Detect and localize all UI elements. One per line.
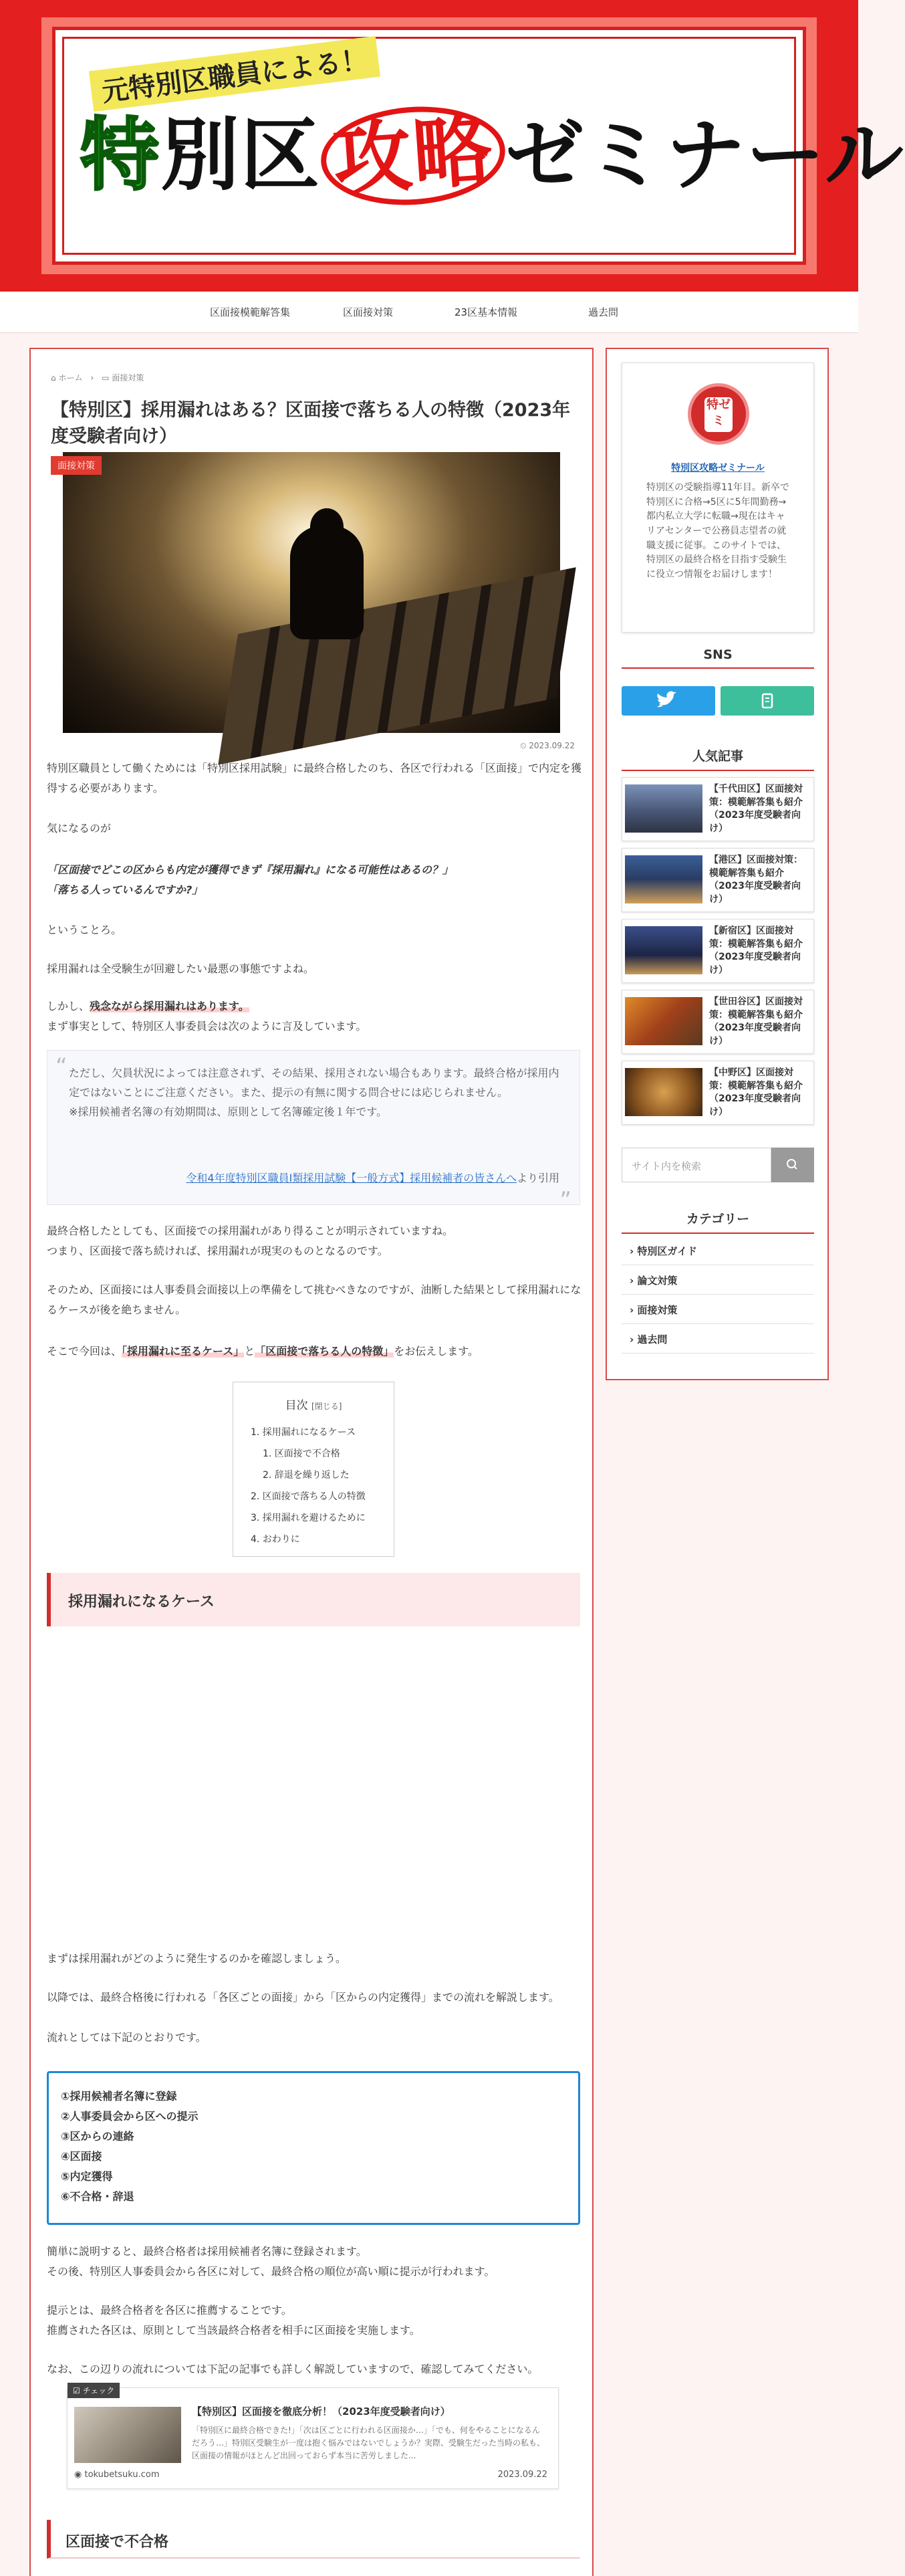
profile-desc: 特別区の受験指導11年目。新卒で特別区に合格→5区に5年間勤務→都内私立大学に転職→現在はキャリアセンターで公務員志望者の就職支援に従事。このサイトでは、特別区の最終合格を目指す受験生に役立つ情報をお届けします！ [646, 482, 789, 580]
toc-item[interactable]: 3. 採用漏れを避けるために [251, 1513, 366, 1523]
post-date: ⏲ 2023.09.22 [520, 741, 575, 750]
para-concern: 気になるのが [47, 822, 112, 835]
card-label-text: チェック [82, 2386, 115, 2395]
popular-thumb [625, 1068, 702, 1116]
search-input[interactable] [622, 1148, 771, 1182]
category-item[interactable]: › 論文対策 [622, 1265, 814, 1295]
popular-title-text: 【新宿区】区面接対策：模範解答集も紹介（2023年度受験者向け） [709, 926, 803, 976]
card-domain-text: tokubetsuku.com [84, 2470, 160, 2480]
profile-name[interactable]: 特別区攻略ゼミナール [671, 463, 765, 473]
toc-title [233, 1396, 394, 1412]
breadcrumb: ⌂ ホーム › ▭ 面接対策 [51, 373, 144, 383]
card-label: ☑ チェック [68, 2383, 120, 2398]
logo-seminar: ゼミナール [505, 109, 905, 201]
search-button[interactable] [771, 1148, 814, 1182]
avatar-text: 特ゼミ [704, 397, 733, 432]
hero-figure-head [310, 508, 344, 546]
popular-item[interactable] [622, 777, 814, 841]
para-related: なお、この辺りの流れについては下記の記事でも詳しく解説していますので、確認してみてください。 [47, 2363, 539, 2375]
category-item[interactable]: › 特別区ガイド [622, 1236, 814, 1265]
category-item[interactable]: › 面接対策 [622, 1295, 814, 1324]
para-flow-2: 流れとしては下記のとおりです。 [47, 2031, 207, 2044]
search-icon [771, 1148, 814, 1182]
category-badge[interactable]: 面接対策 [51, 456, 102, 475]
marker-case: 「採用漏れに至るケース」 [122, 1345, 245, 1358]
text-however: しかし、 [47, 1000, 90, 1012]
post-date-text: 2023.09.22 [529, 741, 575, 750]
toc-toggle[interactable]: [閉じる] [311, 1402, 342, 1411]
breadcrumb-home[interactable]: ホーム [58, 373, 83, 383]
breadcrumb-category[interactable]: 面接対策 [112, 373, 144, 383]
quote-line-2: ※採用候補者名簿の有効期間は、原則として名簿確定後１年です。 [69, 1105, 388, 1118]
quote-open-icon: “ [55, 1053, 68, 1080]
toc-heading: 目次 [285, 1399, 308, 1412]
nav-item-answers[interactable]: 区面接模範解答集 [210, 306, 291, 318]
logo-subtitle: 元特別区職員による！ [89, 36, 380, 112]
popular-title-text: 【港区】区面接対策：模範解答集も紹介（2023年度受験者向け） [709, 855, 803, 905]
hero-bench [218, 567, 575, 764]
card-excerpt: 「特別区に最終合格できた!」「次は区ごとに行われる区面接か…」「でも、何をやることになるんだろう…」特別区受験生が一度は抱く悩みではないでしょうか？実際、受験生だった当時の私も、区面接の情報がほとんど出回っておらず本当に苦労しました... [192, 2426, 545, 2461]
category-label: 特別区ガイド [637, 1245, 697, 1257]
section-heading [47, 1573, 580, 1626]
step-item: ⑤内定獲得 [61, 2170, 113, 2183]
logo-betsuku: 別区 [160, 109, 321, 201]
card-domain: ◉ tokubetsuku.com [74, 2470, 160, 2480]
profile-widget [622, 362, 814, 633]
quote-citation [186, 1170, 559, 1185]
subsection-heading-text: 区面接で不合格 [66, 2534, 169, 2551]
search-placeholder: サイト内を検索 [632, 1160, 701, 1172]
popular-item[interactable] [622, 848, 814, 912]
quote-line-1: ただし、欠員状況によっては注意されず、その結果、採用されない場合もあります。最終合格が採用内定ではないことにご注意ください。また、提示の有無に関する問合せには応じられません。 [69, 1067, 559, 1099]
popular-title-text: 【中野区】区面接対策：模範解答集も紹介（2023年度受験者向け） [709, 1067, 803, 1117]
para-explicit: 最終合格したとしても、区面接での採用漏れがあり得ることが明示されていますね。 [47, 1224, 454, 1237]
para-after: その後、特別区人事委員会から各区に対して、最終合格の順位が高い順に提示が行われます。 [47, 2265, 495, 2278]
popular-title-text: 【世田谷区】区面接対策：模範解答集も紹介（2023年度受験者向け） [709, 996, 803, 1047]
para-fact: まず事実として、特別区人事委員会は次のように言及しています。 [47, 1020, 367, 1033]
popular-title-text: 【千代田区】区面接対策：模範解答集も紹介（2023年度受験者向け） [709, 784, 803, 834]
toc-item[interactable]: 1. 区面接で不合格 [263, 1448, 340, 1459]
site-logo[interactable] [80, 103, 905, 207]
twitter-button[interactable] [622, 686, 715, 716]
popular-thumb [625, 926, 702, 974]
logo-koryaku: 攻略 [317, 101, 509, 211]
toc-item[interactable]: 1. 採用漏れになるケース [251, 1427, 356, 1438]
sidebar [606, 348, 829, 1380]
category-item[interactable]: › 過去問 [622, 1324, 814, 1354]
table-of-contents [233, 1382, 394, 1557]
text-and: と [244, 1345, 255, 1358]
category-label: 論文対策 [637, 1275, 678, 1287]
page-title: 【特別区】採用漏れはある？区面接で落ちる人の特徴（2023年度受験者向け） [51, 400, 571, 447]
quote-close-icon: ” [559, 1187, 571, 1214]
text-today: そこで今回は、 [47, 1345, 122, 1358]
para-however [47, 996, 581, 1016]
hero-image [63, 452, 560, 733]
para-flow: 以降では、最終合格後に行われる「各区ごとの面接」から「区からの内定獲得」までの流れを解説します。 [47, 1991, 559, 2004]
twitter-icon [622, 686, 715, 716]
popular-thumb [625, 855, 702, 903]
subsection-heading [47, 2520, 580, 2559]
para-simple: 簡単に説明すると、最終合格者は採用候補者名簿に登録されます。 [47, 2245, 367, 2258]
para-intro: 特別区職員として働くためには「特別区採用試験」に最終合格したのち、各区で行われる「区面接」で内定を獲得する必要があります。 [47, 762, 582, 794]
step-item: ④区面接 [61, 2150, 102, 2163]
section-heading-text: 採用漏れになるケース [68, 1594, 215, 1610]
nav-item-23ku[interactable]: 23区基本情報 [455, 306, 518, 318]
para-worst: 採用漏れは全受験生が回避したい最悪の事態ですよね。 [47, 962, 315, 975]
popular-thumb [625, 997, 702, 1045]
toc-item[interactable]: 4. おわりに [251, 1534, 300, 1545]
popular-item[interactable] [622, 990, 814, 1054]
related-article-card[interactable] [67, 2387, 559, 2489]
sns-title: SNS [622, 647, 814, 662]
popular-title: 人気記事 [622, 746, 814, 764]
avatar [688, 383, 749, 445]
popular-thumb [625, 784, 702, 833]
popular-item[interactable] [622, 919, 814, 983]
nav-item-past-exams[interactable]: 過去問 [588, 306, 619, 318]
para-question-2: 「落ちる人っているんですか?」 [47, 883, 203, 896]
step-item: ③区からの連絡 [61, 2130, 134, 2143]
step-item: ⑥不合格・辞退 [61, 2190, 134, 2203]
citation-suffix: より引用 [516, 1172, 559, 1184]
feedly-button[interactable] [721, 686, 814, 716]
global-nav [0, 292, 858, 333]
feedly-icon [721, 686, 814, 716]
para-reality: つまり、区面接で落ち続ければ、採用漏れが現実のものとなるのです。 [47, 1245, 388, 1257]
marker-traits: 「区面接で落ちる人の特徴」 [255, 1345, 394, 1358]
para-today [47, 1341, 581, 1362]
quote-text [69, 1064, 563, 1121]
category-title: カテゴリー [622, 1209, 814, 1227]
toc-item[interactable]: 2. 区面接で落ちる人の特徴 [251, 1491, 366, 1502]
popular-item[interactable] [622, 1061, 814, 1125]
card-title: 【特別区】区面接を徹底分析！（2023年度受験者向け） [192, 2405, 450, 2418]
nav-item-interview[interactable]: 区面接対策 [343, 306, 394, 318]
category-label: 面接対策 [637, 1304, 678, 1316]
para-prepare: そのため、区面接には人事委員会面接以上の準備をして挑むべきなのですが、油断した結果として採用漏れになるケースが後を絶ちません。 [47, 1283, 581, 1316]
site-header [0, 0, 905, 292]
logo-char-toku: 特 [80, 109, 161, 201]
marker-text: 残念ながら採用漏れはあります。 [90, 1000, 249, 1012]
blockquote [47, 1050, 580, 1214]
card-date: 2023.09.22 [497, 2470, 547, 2480]
para-question-1: 「区面接でどこの区からも内定が獲得できず『採用漏れ』になる可能性はあるの？」 [47, 863, 454, 876]
category-label: 過去問 [637, 1333, 668, 1346]
card-thumbnail [74, 2407, 181, 2463]
text-tell: をお伝えします。 [394, 1345, 479, 1358]
para-point: ということろ。 [47, 924, 122, 936]
article-main [29, 348, 594, 2576]
para-check: まずは採用漏れがどのように発生するのかを確認しましょう。 [47, 1952, 347, 1965]
step-item: ①採用候補者名簿に登録 [61, 2090, 177, 2103]
toc-item[interactable]: 2. 辞退を繰り返した [263, 1470, 350, 1481]
steps-box [47, 2071, 580, 2225]
para-present: 提示とは、最終合格者を各区に推薦することです。 [47, 2304, 292, 2317]
step-item: ②人事委員会から区への提示 [61, 2110, 199, 2123]
para-recommend: 推薦された各区は、原則として当該最終合格者を相手に区面接を実施します。 [47, 2324, 420, 2337]
citation-link[interactable]: 令和4年度特別区職員Ⅰ類採用試験【一般方式】採用候補者の皆さんへ [186, 1172, 517, 1184]
